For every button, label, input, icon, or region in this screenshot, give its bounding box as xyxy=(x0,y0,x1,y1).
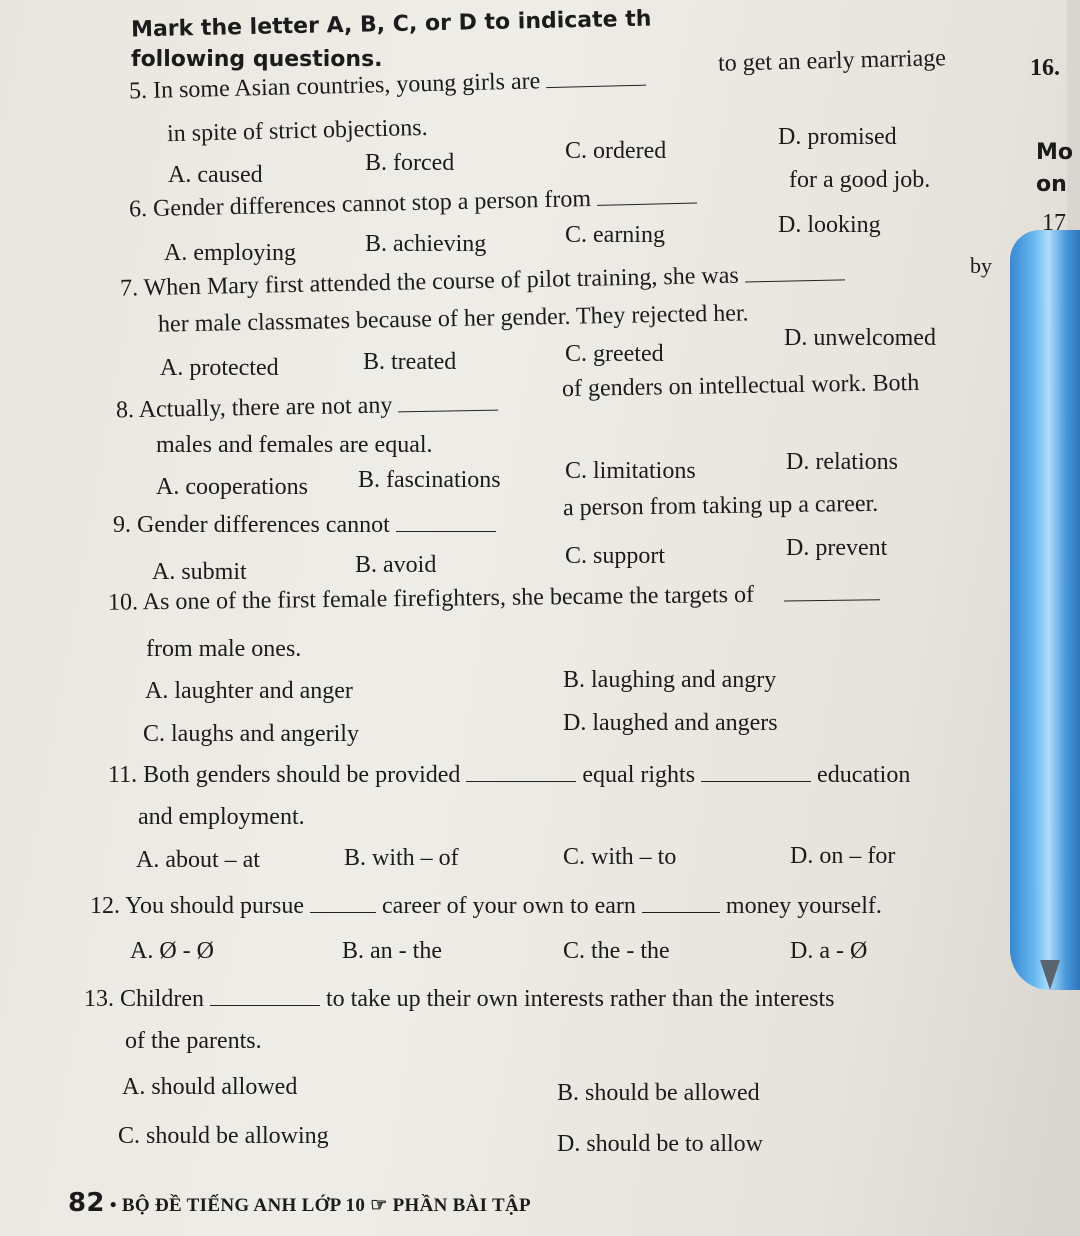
option-c[interactable]: C. with – to xyxy=(563,844,677,870)
pen-image xyxy=(1010,230,1080,990)
question-text-2: career of your own to earn xyxy=(382,893,636,919)
option-a[interactable]: A. laughter and anger xyxy=(145,678,353,704)
option-a[interactable]: A. caused xyxy=(168,162,263,188)
side-fragment-m: Mo xyxy=(1036,140,1074,165)
answer-blank xyxy=(396,530,496,532)
question-text-2: equal rights xyxy=(582,762,696,788)
option-c[interactable]: C. greeted xyxy=(565,341,664,367)
question-9 xyxy=(113,512,496,539)
option-c[interactable]: C. should be allowing xyxy=(118,1123,329,1149)
answer-blank xyxy=(398,409,498,413)
answer-blank xyxy=(784,598,880,601)
question-13-line2: of the parents. xyxy=(125,1028,262,1054)
option-b[interactable]: B. fascinations xyxy=(358,467,501,493)
option-b[interactable]: B. with – of xyxy=(344,845,459,871)
question-number: 7. xyxy=(119,275,139,302)
option-c[interactable]: C. the - the xyxy=(563,938,670,964)
answer-blank xyxy=(310,911,376,913)
option-a[interactable]: A. employing xyxy=(164,240,296,266)
option-a[interactable]: A. about – at xyxy=(136,847,260,873)
question-text: Gender differences cannot stop a person from xyxy=(152,185,592,222)
question-11 xyxy=(108,762,910,789)
question-number: 12. xyxy=(90,893,120,919)
option-c[interactable]: C. laughs and angerily xyxy=(143,721,359,747)
option-d[interactable]: D. laughed and angers xyxy=(563,710,778,736)
answer-blank xyxy=(597,202,697,206)
question-text: You should pursue xyxy=(125,893,305,919)
question-7-line2: her male classmates because of her gender. They rejected her. xyxy=(157,300,749,338)
option-b[interactable]: B. an - the xyxy=(342,938,442,964)
option-a[interactable]: A. submit xyxy=(152,559,247,585)
option-a[interactable]: A. should allowed xyxy=(122,1074,298,1100)
option-c[interactable]: C. ordered xyxy=(565,138,667,164)
option-b[interactable]: B. achieving xyxy=(365,231,487,257)
option-b[interactable]: B. should be allowed xyxy=(557,1080,760,1106)
option-a[interactable]: A. protected xyxy=(160,355,279,381)
option-b[interactable]: B. laughing and angry xyxy=(563,667,777,693)
question-text: When Mary first attended the course of pilot training, she was xyxy=(143,262,739,302)
question-10-line2: from male ones. xyxy=(146,636,302,662)
pen-tip xyxy=(1040,960,1060,990)
page-number: 82 xyxy=(68,1188,105,1218)
question-text: As one of the first female firefighters, she became the targets of xyxy=(142,581,755,616)
answer-blank xyxy=(210,1004,320,1006)
question-number: 8. xyxy=(115,397,135,424)
question-number: 5. xyxy=(128,77,148,105)
option-c[interactable]: C. limitations xyxy=(565,458,696,484)
side-number-17: 17 xyxy=(1042,210,1066,236)
question-text: Both genders should be provided xyxy=(143,762,461,788)
question-number: 9. xyxy=(113,512,131,538)
book-title: BỘ ĐỀ TIẾNG ANH LỚP 10 ☞ PHẦN BÀI TẬP xyxy=(121,1195,531,1216)
option-d[interactable]: D. on – for xyxy=(790,843,896,869)
option-d[interactable]: D. should be to allow xyxy=(557,1131,763,1157)
question-text-3: education xyxy=(817,762,911,788)
instruction-line-1: Mark the letter A, B, C, or D to indicate th xyxy=(130,6,652,43)
question-11-line2: and employment. xyxy=(138,804,305,830)
side-fragment-on: on xyxy=(1036,172,1067,197)
question-8-part2: of genders on intellectual work. Both xyxy=(561,369,920,403)
question-6 xyxy=(129,184,698,224)
answer-blank-2 xyxy=(701,780,811,782)
side-fragment-by: by xyxy=(970,253,992,278)
question-number: 13. xyxy=(84,986,114,1012)
answer-blank xyxy=(466,780,576,782)
instruction-line-2: following questions. xyxy=(131,47,383,72)
option-b[interactable]: B. treated xyxy=(363,349,457,375)
question-text: Gender differences cannot xyxy=(137,512,390,538)
question-text: Children xyxy=(120,986,204,1012)
answer-blank-2 xyxy=(642,911,720,913)
option-b[interactable]: B. forced xyxy=(365,150,455,176)
option-d[interactable]: D. relations xyxy=(786,449,898,475)
option-d[interactable]: D. unwelcomed xyxy=(784,325,936,351)
question-5-part2: to get an early marriage xyxy=(717,45,947,77)
answer-blank xyxy=(745,278,845,282)
question-12 xyxy=(90,893,882,920)
question-5-line2: in spite of strict objections. xyxy=(166,114,428,148)
question-text: Actually, there are not any xyxy=(138,392,393,423)
question-6-part2: for a good job. xyxy=(789,167,931,193)
question-9-part2: a person from taking up a career. xyxy=(562,490,879,522)
option-a[interactable]: A. Ø - Ø xyxy=(130,938,214,964)
question-number: 10. xyxy=(107,589,139,616)
option-d[interactable]: D. a - Ø xyxy=(790,938,868,964)
option-d[interactable]: D. promised xyxy=(778,124,897,150)
question-number: 6. xyxy=(128,196,148,223)
question-text: In some Asian countries, young girls are xyxy=(152,68,541,104)
question-13 xyxy=(84,986,835,1013)
page-footer xyxy=(68,1188,531,1218)
side-number-16: 16. xyxy=(1030,55,1060,81)
option-d[interactable]: D. prevent xyxy=(786,535,888,561)
answer-blank xyxy=(546,84,646,88)
option-d[interactable]: D. looking xyxy=(778,212,881,238)
question-text-2: to take up their own interests rather than the interests xyxy=(326,986,835,1012)
option-c[interactable]: C. support xyxy=(565,543,666,569)
question-number: 11. xyxy=(108,762,138,788)
question-8 xyxy=(116,391,499,425)
option-c[interactable]: C. earning xyxy=(565,222,665,248)
option-b[interactable]: B. avoid xyxy=(355,552,437,578)
option-a[interactable]: A. cooperations xyxy=(156,474,308,500)
question-8-line2: males and females are equal. xyxy=(156,432,433,458)
footer-bullet: • xyxy=(109,1195,117,1216)
question-text-3: money yourself. xyxy=(725,893,882,919)
